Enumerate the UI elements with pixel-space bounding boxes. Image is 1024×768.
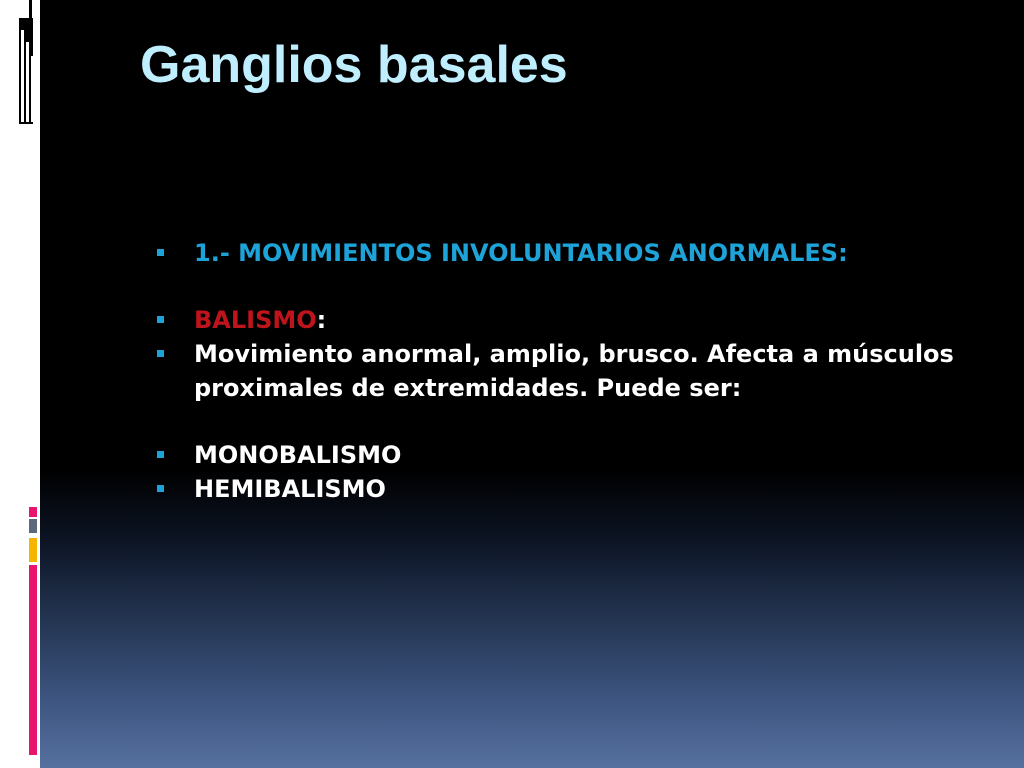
bullet-highlight-text: BALISMO: [194, 306, 317, 334]
bullet-item-description: [155, 337, 1015, 405]
bullet-suffix-text: :: [316, 306, 327, 334]
bullet-item-monobalismo: [155, 438, 1015, 472]
window-pane-decoration: [21, 30, 24, 122]
bullet-item-heading: [155, 236, 1015, 270]
accent-bar-pink-top: [29, 507, 37, 517]
bullet-item-hemibalismo: [155, 472, 1015, 506]
bullet-text: 1.- MOVIMIENTOS INVOLUNTARIOS ANORMALES:: [194, 239, 848, 267]
accent-bar-yellow: [29, 538, 37, 562]
window-pane-decoration: [26, 42, 29, 122]
accent-bar-pink-bottom: [29, 565, 37, 755]
bullet-text: MONOBALISMO: [194, 441, 402, 469]
left-decorative-strip: [0, 0, 40, 768]
square-bullet-icon: [157, 451, 164, 458]
bullet-item-balismo: [155, 303, 1015, 337]
square-bullet-icon: [157, 485, 164, 492]
slide-title: Ganglios basales: [140, 36, 568, 94]
window-pane-decoration: [29, 0, 32, 18]
square-bullet-icon: [157, 316, 164, 323]
bullet-text: Movimiento anormal, amplio, brusco. Afecta a músculos proximales de extremidades. Puede ser:: [194, 340, 954, 402]
square-bullet-icon: [157, 249, 164, 256]
accent-bar-gray: [29, 519, 37, 533]
bullet-list: [155, 236, 1015, 506]
bullet-text: HEMIBALISMO: [194, 475, 386, 503]
window-pane-decoration: [31, 56, 33, 122]
square-bullet-icon: [157, 350, 164, 357]
